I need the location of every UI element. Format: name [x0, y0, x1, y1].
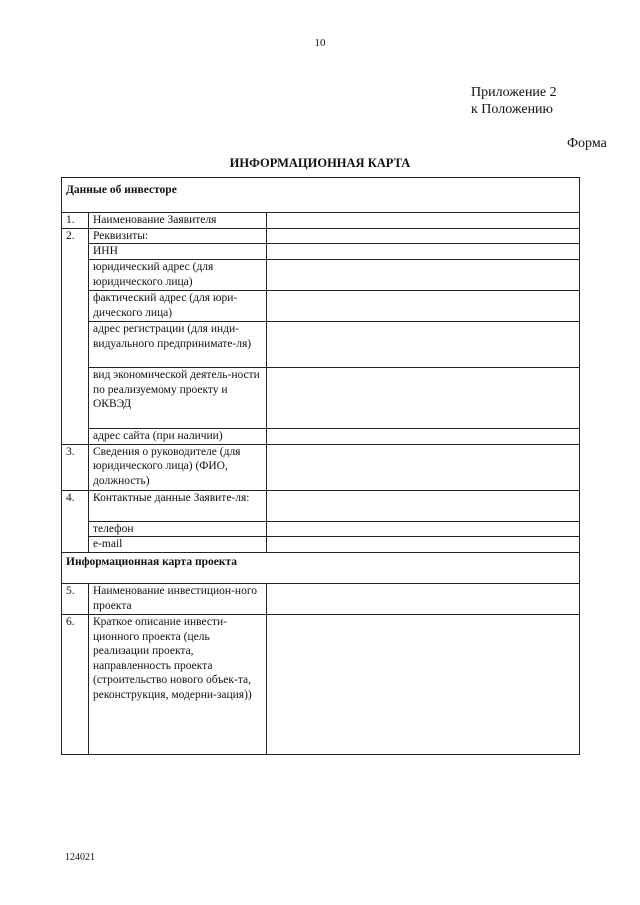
table-row-email [62, 537, 580, 553]
row-number-blank [62, 537, 89, 553]
table-row-3 [62, 444, 580, 490]
value-cell-actual-address[interactable] [267, 291, 580, 322]
row-number: 3. [62, 444, 89, 490]
document-code: 124021 [65, 852, 95, 863]
row-number: 5. [62, 583, 89, 614]
value-cell-legal-address[interactable] [267, 260, 580, 291]
document-title: ИНФОРМАЦИОННАЯ КАРТА [229, 156, 411, 170]
value-cell-inn[interactable] [267, 244, 580, 260]
row-number-blank [62, 260, 89, 291]
appendix-line-2: к Положению [471, 102, 554, 117]
row-number: 6. [62, 614, 89, 754]
table-row-6 [62, 614, 580, 754]
row-label-requisites: Реквизиты: [89, 228, 267, 244]
table-row-legal-address [62, 260, 580, 291]
row-label-inn: ИНН [89, 244, 267, 260]
page-number: 10 [314, 37, 326, 49]
row-label-registration-address: адрес регистрации (для инди-видуального предпринимате-ля) [89, 322, 267, 368]
row-label-actual-address: фактический адрес (для юри-дического лица) [89, 291, 267, 322]
row-number-blank [62, 368, 89, 429]
table-row-registration-address [62, 322, 580, 368]
form-label: Форма [567, 136, 607, 151]
row-label-activity: вид экономической деятель-ности по реализуемому проекту и ОКВЭД [89, 368, 267, 429]
table-row-activity [62, 368, 580, 429]
row-label-applicant-name: Наименование Заявителя [89, 213, 267, 229]
row-number-blank [62, 429, 89, 445]
row-label-manager-info: Сведения о руководителе (для юридического лица) (ФИО, должность) [89, 444, 267, 490]
row-label-website: адрес сайта (при наличии) [89, 429, 267, 445]
value-cell-project-name[interactable] [267, 583, 580, 614]
row-number-blank [62, 244, 89, 260]
section-row-project-card [62, 552, 580, 583]
table-row-actual-address [62, 291, 580, 322]
table-row-5 [62, 583, 580, 614]
value-cell-requisites[interactable] [267, 228, 580, 244]
table-row-website [62, 429, 580, 445]
row-label-legal-address: юридический адрес (для юридического лица) [89, 260, 267, 291]
value-cell-phone[interactable] [267, 521, 580, 537]
row-label-email: e-mail [89, 537, 267, 553]
table-row-2 [62, 228, 580, 244]
value-cell-registration-address[interactable] [267, 322, 580, 368]
row-label-project-description: Краткое описание инвести-ционного проекта (цель реализации проекта, направленность проекта (строительство нового объек-та, реконструкция, модерни-зация)) [89, 614, 267, 754]
information-card-table [61, 177, 580, 755]
table-row-4 [62, 490, 580, 521]
value-cell-manager-info[interactable] [267, 444, 580, 490]
row-label-project-name: Наименование инвестицион-ного проекта [89, 583, 267, 614]
table-row-1 [62, 213, 580, 229]
row-number-blank [62, 521, 89, 537]
value-cell-email[interactable] [267, 537, 580, 553]
value-cell-contacts[interactable] [267, 490, 580, 521]
section-heading-investor-data: Данные об инвесторе [62, 178, 580, 213]
section-row-investor-data [62, 178, 580, 213]
table-row-phone [62, 521, 580, 537]
row-number: 4. [62, 490, 89, 521]
row-label-phone: телефон [89, 521, 267, 537]
value-cell-activity[interactable] [267, 368, 580, 429]
row-number-blank [62, 291, 89, 322]
section-heading-project-card: Информационная карта проекта [62, 552, 580, 583]
value-cell-project-description[interactable] [267, 614, 580, 754]
appendix-line-1: Приложение 2 [471, 85, 557, 100]
row-number: 2. [62, 228, 89, 244]
value-cell-applicant-name[interactable] [267, 213, 580, 229]
table-row-inn [62, 244, 580, 260]
row-number: 1. [62, 213, 89, 229]
row-number-blank [62, 322, 89, 368]
appendix-reference [471, 84, 557, 118]
value-cell-website[interactable] [267, 429, 580, 445]
row-label-contacts: Контактные данные Заявите-ля: [89, 490, 267, 521]
